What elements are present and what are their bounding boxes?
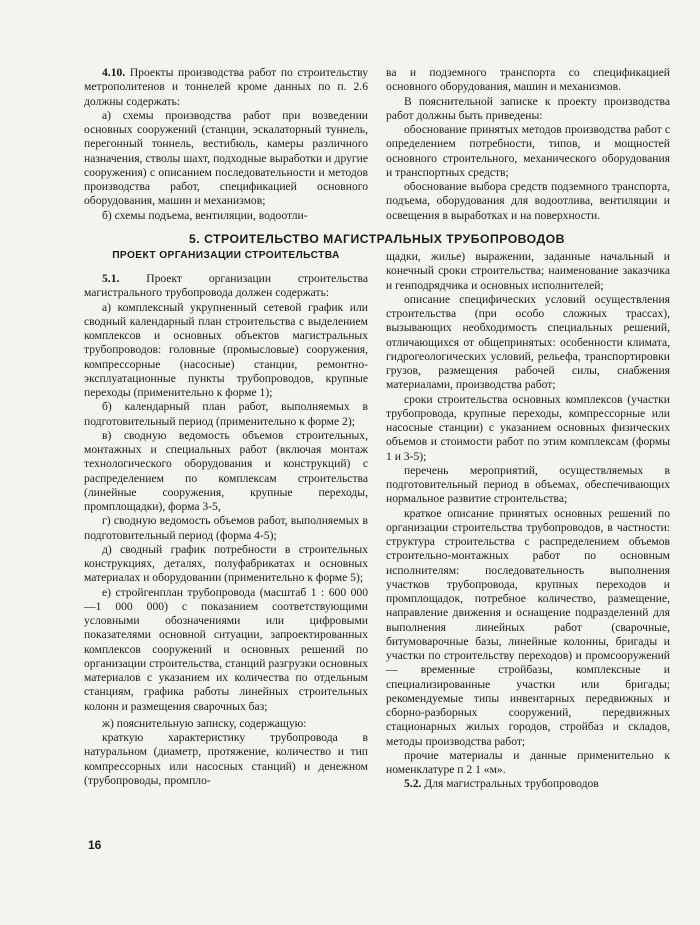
paragraph: прочие материалы и данные применительно к номенклатуре п 2 1 «м». [386,748,670,776]
paragraph: краткую характеристику трубопровода в натуральном (диаметр, протяжение, количество и тип компрессорных или насосных станций) и денежном (трубопроводы, промпло- [84,731,368,787]
paragraph-v: в) сводную ведомость объемов строительных, монтажных и специальных работ (включая монтаж технологического оборудования и конструкций) с распределением по комплексам строительства (линейные сооружения, крупные переходы, промплощадки), форма 3-5, [84,428,368,513]
clause-number: 4.10. [102,66,126,79]
paragraph-4-10 [84,66,368,109]
paragraph-zh: ж) пояснительную записку, содержащую: [102,716,307,730]
paragraph-b: б) схемы подъема, вентиляции, водоотли- [102,208,308,222]
paragraph-continuation: ва и подземного транспорта со спецификацией основного оборудования, машин и механизмов. [386,66,670,94]
paragraph: перечень мероприятий, осуществляемых в подготовительный период в объемах, обеспечивающих нормальное развитие строительства; [386,463,670,506]
paragraph-a: а) комплексный укрупненный сетевой график или сводный календарный план строительства с выделением комплексов и основных объектов магистральных трубопроводов: головные (промысловые) сооружения, компрессорные (насосные) станции, ремонтно-эксплуатационные пункты трубопроводов, крупные переходы (применительно к форме 1); [84,300,368,399]
paragraph-d: д) сводный график потребности в строительных конструкциях, деталях, полуфабрикатах и основных материалах и оборудовании (применительно к форме 5); [84,542,368,585]
clause-number: 5.1. [102,272,120,285]
column-right [386,250,670,792]
paragraph-5-2 [386,777,670,791]
paragraph-text: Проект организации строительства магистрального трубопровода должен содержать: [84,272,368,300]
paragraph-a: а) схемы производства работ при возведении основных сооружений (станции, эскалаторный туннель, перегонный тоннель, вестибюль, камеры различного назначения, стволы шахт, подходные выработки и другие сооружения) с описанием последовательности и методов производства работ, спецификацией основного оборудования, машин и механизмов; [84,108,368,208]
paragraph-5-1 [84,272,368,301]
paragraph-text: Проекты производства работ по строительству метрополитенов и тоннелей кроме данных по п. 2.6 должны содержать: [84,66,368,108]
column-top-left [84,66,368,223]
paragraph: В пояснительной записке к проекту производства работ должны быть приведены: [386,94,670,122]
paragraph-text: Для магистральных трубопроводов [424,777,599,791]
section-title: 5. СТРОИТЕЛЬСТВО МАГИСТРАЛЬНЫХ ТРУБОПРОВОДОВ [189,232,565,246]
paragraph-b: б) календарный план работ, выполняемых в подготовительный период (применительно к форме 2); [84,400,368,428]
paragraph-e: е) стройгенплан трубопровода (масштаб 1 : 600 000—1 000 000) с показанием соответствующими условными обозначениями или цифровыми показателями основной ситуации, запроектированных комплексов сооружений и основных решений по организации строительства, станций разгрузки основных материалов с указанием их количества по отдельным станциям, графика работы линейных строительных колонн и размещения сварочных баз; [84,585,368,713]
page-number: 16 [88,838,102,852]
paragraph-g: г) сводную ведомость объемов работ, выполняемых в подготовительный период (форма 4-5); [84,514,368,542]
paragraph: обоснование принятых методов производства работ с определением потребности, типов, и мощностей основного строительного, механического оборудования и транспортных средств; [386,123,670,179]
column-top-right [386,66,670,223]
paragraph: сроки строительства основных комплексов (участки трубопровода, крупные переходы, компрессорные или насосные станции) с указанием основных физических объемов и стоимости работ по этим комплексам (формы 1 и 3-5); [386,392,670,463]
paragraph: описание специфических условий осуществления строительства (при особо сложных трассах), вызывающих необходимость специальных решений, отличающихся от общепринятых: особенности климата, гидрогеологических условий, рельефа, транспортировки грузов, размещения рабочей силы, снабжения материалами, производства работ; [386,292,670,392]
clause-number: 5.2. [404,777,422,791]
column-left [84,272,368,788]
paragraph: обоснование выбора средств подземного транспорта, подъема, оборудования для водоотлива, вентиляции и освещения в выработках и на поверхности. [386,180,670,222]
subsection-title: ПРОЕКТ ОРГАНИЗАЦИИ СТРОИТЕЛЬСТВА [112,250,340,261]
paragraph-continuation: щадки, жилье) выражении, заданные начальный и конечный сроки строительства; наименование заказчика и генподрядчика и основных исполнителей; [386,250,670,292]
paragraph: краткое описание принятых основных решений по организации строительства трубопроводов, в частности: структура строительства с распределением объемов строительно-монтажных работ по основным исполнителям: последовательность выполнения участков трубопровода, крупных переходов и промплощадок, потребное количество, размещение, направление движения и оснащение подразделений для выполнения линейных работ (сварочные, битумоварочные базы, линейные колонны, бригады и участки по строительству переходов) и промсооружений — временные стройбазы, комплексные и специализированные участки или бригады; рекомендуемые типы инвентарных передвижных и сборно-разборных сооружений, передвижных стационарных жилых городов, стройбаз и складов, методы производства работ; [386,506,670,748]
